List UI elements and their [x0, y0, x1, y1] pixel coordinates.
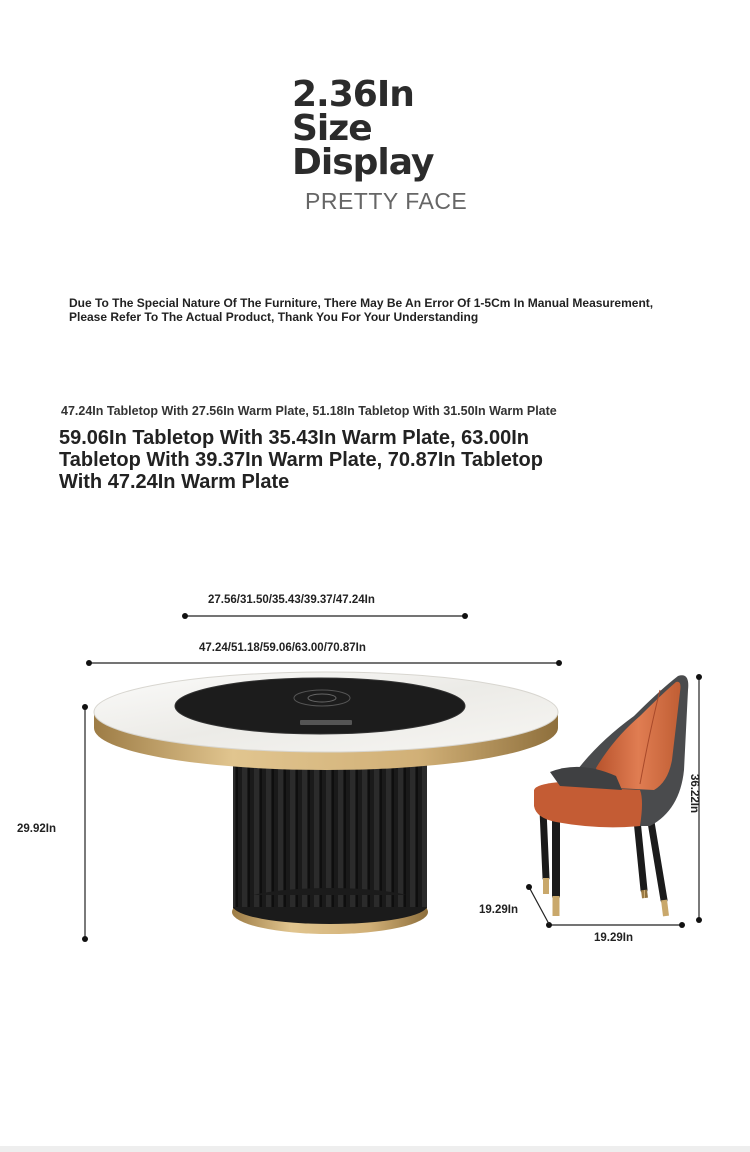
table-height-dimension: [82, 704, 88, 942]
sizes-line-large: 59.06In Tabletop With 35.43In Warm Plate, 63.00In Tabletop With 39.37In Warm Plate, 70.87In Tabletop With 47.24In Warm Plate: [59, 427, 543, 493]
chair-depth-label: 19.29In: [479, 904, 518, 916]
title-line-3: Display: [292, 142, 434, 183]
disclaimer-text: Due To The Special Nature Of The Furniture, There May Be An Error Of 1-5Cm In Manual Measurement, Please Refer To The Actual Product, Thank You For Your Understanding: [69, 296, 654, 324]
chair-width-dimension: [546, 922, 685, 928]
round-table-illustration: [94, 672, 558, 934]
chair-width-label: 19.29In: [594, 932, 633, 944]
title-line-2: Size: [292, 108, 372, 149]
subtitle: PRETTY FACE: [305, 188, 468, 214]
chair-height-label: 36.22In: [688, 774, 700, 813]
tabletop-dimension-label: 47.24/51.18/59.06/63.00/70.87In: [199, 642, 366, 654]
warm-plate-dimension: [182, 613, 468, 619]
table-height-label: 29.92In: [17, 823, 56, 835]
sizes-line-small: 47.24In Tabletop With 27.56In Warm Plate, 51.18In Tabletop With 31.50In Warm Plate: [61, 404, 557, 418]
tabletop-dimension: [86, 660, 562, 666]
page-title: [292, 74, 434, 183]
dimension-diagram: [0, 580, 750, 960]
bottom-divider: [0, 1146, 750, 1152]
warm-plate-dimension-label: 27.56/31.50/35.43/39.37/47.24In: [208, 594, 375, 606]
title-line-1: 2.36In: [292, 74, 414, 115]
